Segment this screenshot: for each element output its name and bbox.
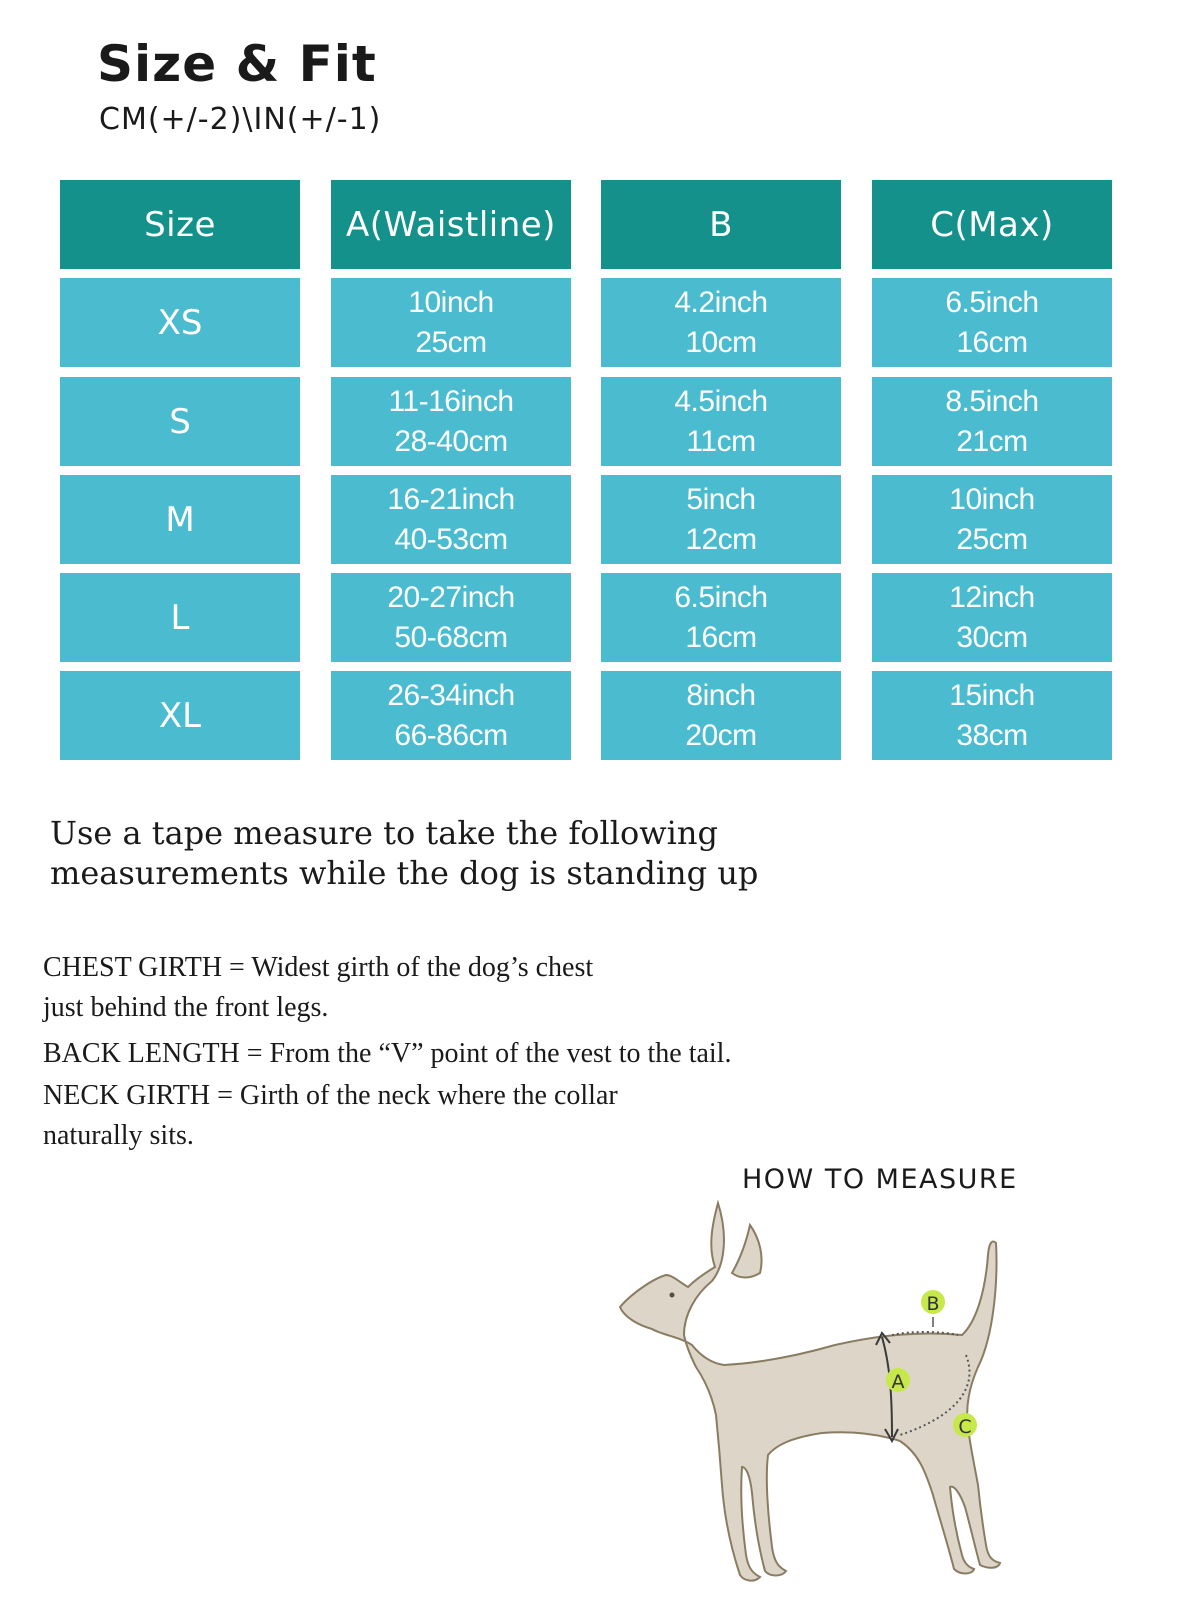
table-cell-b bbox=[601, 573, 841, 662]
dog-measurement-diagram bbox=[600, 1195, 1040, 1590]
table-cell-a bbox=[331, 377, 571, 466]
header-label: A(Waistline) bbox=[346, 204, 556, 245]
value-cm: 25cm bbox=[956, 522, 1028, 556]
table-cell-a bbox=[331, 278, 571, 367]
value-cm: 10cm bbox=[685, 325, 757, 359]
value-inch: 15inch bbox=[949, 678, 1035, 712]
header-label: Size bbox=[144, 204, 216, 245]
value-cm: 16cm bbox=[685, 620, 757, 654]
table-row-l-size bbox=[60, 573, 300, 662]
table-row-xl-size bbox=[60, 671, 300, 760]
definition-line: BACK LENGTH = From the “V” point of the vest to the tail. bbox=[43, 1038, 732, 1069]
table-row-m-size bbox=[60, 475, 300, 564]
size-label: XL bbox=[158, 695, 202, 736]
value-cm: 25cm bbox=[415, 325, 487, 359]
value-cm: 38cm bbox=[956, 718, 1028, 752]
marker-b-label: B bbox=[926, 1293, 940, 1315]
value-inch: 20-27inch bbox=[387, 580, 515, 614]
value-inch: 5inch bbox=[686, 482, 756, 516]
value-inch: 4.2inch bbox=[674, 285, 768, 319]
table-cell-b bbox=[601, 377, 841, 466]
instructions-line: Use a tape measure to take the following bbox=[50, 814, 718, 852]
table-cell-a bbox=[331, 671, 571, 760]
instructions-line: measurements while the dog is standing up bbox=[50, 854, 759, 892]
dog-silhouette bbox=[620, 1203, 1000, 1581]
size-label: S bbox=[169, 401, 191, 442]
header-b bbox=[601, 180, 841, 269]
value-cm: 11cm bbox=[686, 424, 756, 458]
measure-instructions bbox=[50, 813, 758, 893]
value-inch: 26-34inch bbox=[387, 678, 515, 712]
table-cell-b bbox=[601, 475, 841, 564]
page-title: Size & Fit bbox=[97, 35, 377, 93]
dog-ear bbox=[732, 1225, 762, 1278]
header-label: C(Max) bbox=[930, 204, 1054, 245]
value-cm: 66-86cm bbox=[394, 718, 508, 752]
table-row-xs-size bbox=[60, 278, 300, 367]
table-row-s-size bbox=[60, 377, 300, 466]
how-to-measure-heading: HOW TO MEASURE bbox=[742, 1164, 1018, 1195]
value-inch: 11-16inch bbox=[388, 384, 514, 418]
value-inch: 12inch bbox=[949, 580, 1035, 614]
table-cell-c bbox=[872, 573, 1112, 662]
value-inch: 16-21inch bbox=[387, 482, 515, 516]
value-cm: 16cm bbox=[956, 325, 1028, 359]
size-label: XS bbox=[157, 302, 203, 343]
size-label: M bbox=[165, 499, 195, 540]
definition-line: CHEST GIRTH = Widest girth of the dog’s chest bbox=[43, 952, 594, 983]
neck-girth-definition bbox=[43, 1076, 923, 1156]
value-inch: 8.5inch bbox=[945, 384, 1039, 418]
header-label: B bbox=[709, 204, 733, 245]
marker-c-label: C bbox=[958, 1416, 972, 1438]
table-cell-c bbox=[872, 475, 1112, 564]
value-cm: 28-40cm bbox=[394, 424, 508, 458]
tolerance-subtitle: CM(+/-2)\IN(+/-1) bbox=[99, 102, 382, 137]
definition-line: naturally sits. bbox=[43, 1120, 194, 1151]
value-inch: 6.5inch bbox=[674, 580, 768, 614]
table-cell-c bbox=[872, 671, 1112, 760]
table-cell-a bbox=[331, 573, 571, 662]
definition-line: NECK GIRTH = Girth of the neck where the collar bbox=[43, 1080, 618, 1111]
header-c bbox=[872, 180, 1112, 269]
value-cm: 50-68cm bbox=[394, 620, 508, 654]
value-inch: 4.5inch bbox=[674, 384, 768, 418]
dog-eye bbox=[670, 1293, 675, 1298]
value-inch: 10inch bbox=[949, 482, 1035, 516]
value-cm: 40-53cm bbox=[394, 522, 508, 556]
table-cell-c bbox=[872, 377, 1112, 466]
header-size bbox=[60, 180, 300, 269]
chest-girth-definition bbox=[43, 948, 923, 1028]
value-cm: 30cm bbox=[956, 620, 1028, 654]
header-waistline bbox=[331, 180, 571, 269]
size-table bbox=[0, 0, 1200, 780]
table-cell-b bbox=[601, 278, 841, 367]
value-inch: 10inch bbox=[408, 285, 494, 319]
value-cm: 21cm bbox=[956, 424, 1028, 458]
value-cm: 12cm bbox=[685, 522, 757, 556]
table-cell-c bbox=[872, 278, 1112, 367]
value-inch: 6.5inch bbox=[945, 285, 1039, 319]
value-cm: 20cm bbox=[685, 718, 757, 752]
marker-a-label: A bbox=[891, 1371, 905, 1393]
table-cell-b bbox=[601, 671, 841, 760]
table-cell-a bbox=[331, 475, 571, 564]
size-label: L bbox=[170, 597, 190, 638]
value-inch: 8inch bbox=[686, 678, 756, 712]
back-length-definition bbox=[43, 1034, 923, 1074]
definition-line: just behind the front legs. bbox=[43, 992, 329, 1023]
